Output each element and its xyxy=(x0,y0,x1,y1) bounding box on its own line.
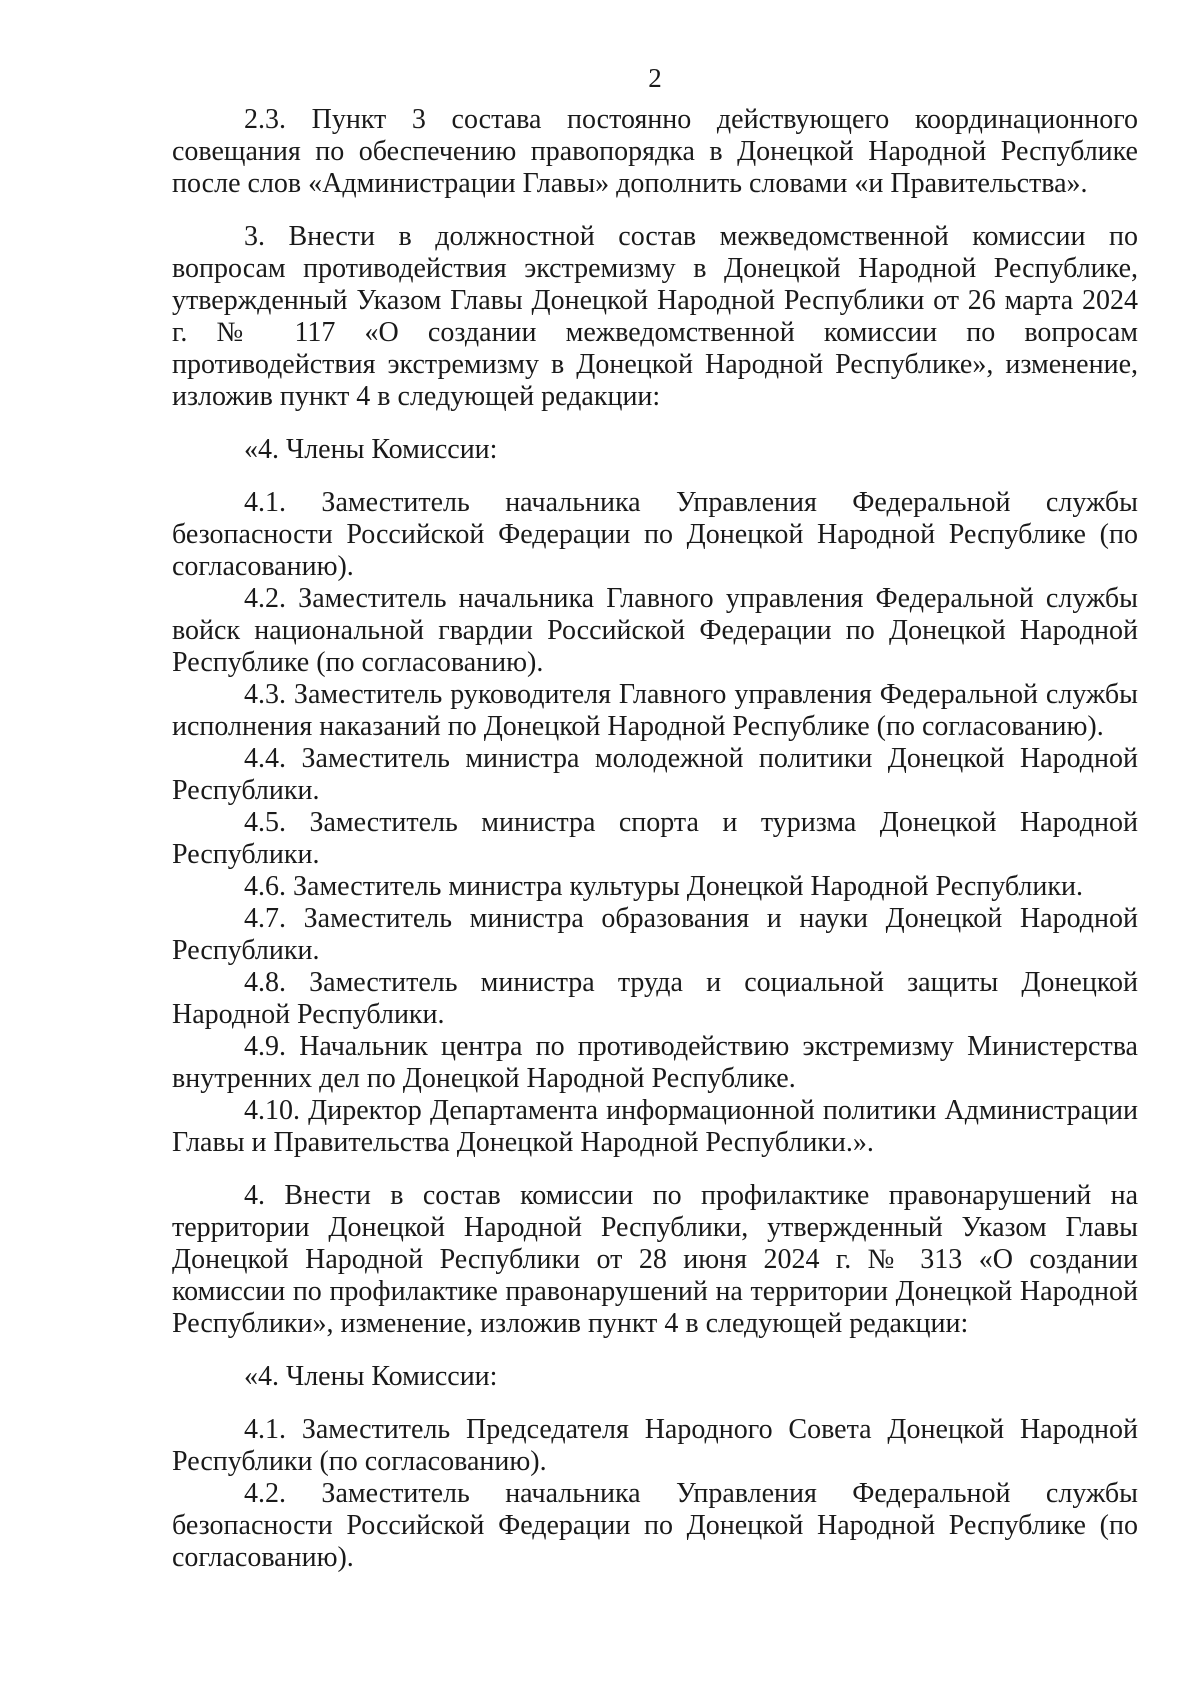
clause-2-3: 2.3. Пункт 3 состава постоянно действующего координационного совещания по обеспечению правопорядка в Донецкой Народной Республике после слов «Администрации Главы» дополнить словами «и Правительства». xyxy=(172,104,1138,199)
clause-3-member-4-1: 4.1. Заместитель начальника Управления Федеральной службы безопасности Российской Федерации по Донецкой Народной Республике (по согласованию). xyxy=(172,487,1138,582)
clause-3-member-4-2: 4.2. Заместитель начальника Главного управления Федеральной службы войск национальной гвардии Российской Федерации по Донецкой Народной Республике (по согласованию). xyxy=(172,583,1138,678)
clause-3-member-4-7: 4.7. Заместитель министра образования и науки Донецкой Народной Республики. xyxy=(172,903,1138,966)
page-number: 2 xyxy=(648,63,662,93)
clause-3: 3. Внести в должностной состав межведомственной комиссии по вопросам противодействия экстремизму в Донецкой Народной Республике, утвержденный Указом Главы Донецкой Народной Республики от 26 марта 2024 г. № 117 «О создании межведомственной комиссии по вопросам противодействия экстремизму в Донецкой Народной Республике», изменение, изложив пункт 4 в следующей редакции: xyxy=(172,221,1138,412)
clause-3-member-4-10: 4.10. Директор Департамента информационной политики Администрации Главы и Правительства Донецкой Народной Республики.». xyxy=(172,1095,1138,1158)
clause-3-member-4-3: 4.3. Заместитель руководителя Главного управления Федеральной службы исполнения наказаний по Донецкой Народной Республике (по согласованию). xyxy=(172,679,1138,742)
clause-3-member-4-6: 4.6. Заместитель министра культуры Донецкой Народной Республики. xyxy=(244,871,1083,902)
clause-4-member-4-2: 4.2. Заместитель начальника Управления Федеральной службы безопасности Российской Федерации по Донецкой Народной Республике (по согласованию). xyxy=(172,1478,1138,1573)
clause-3-member-4-5: 4.5. Заместитель министра спорта и туризма Донецкой Народной Республики. xyxy=(172,807,1138,870)
document-page xyxy=(172,62,1138,1574)
clause-4-members-heading: «4. Члены Комиссии: xyxy=(244,1361,498,1392)
clause-3-member-4-9: 4.9. Начальник центра по противодействию экстремизму Министерства внутренних дел по Донецкой Народной Республике. xyxy=(172,1031,1138,1094)
clause-3-member-4-8: 4.8. Заместитель министра труда и социальной защиты Донецкой Народной Республики. xyxy=(172,967,1138,1030)
clause-4-member-4-1: 4.1. Заместитель Председателя Народного Совета Донецкой Народной Республики (по согласованию). xyxy=(172,1414,1138,1477)
clause-4: 4. Внести в состав комиссии по профилактике правонарушений на территории Донецкой Народной Республики, утвержденный Указом Главы Донецкой Народной Республики от 28 июня 2024 г. № 313 «О создании комиссии по профилактике правонарушений на территории Донецкой Народной Республики», изменение, изложив пункт 4 в следующей редакции: xyxy=(172,1180,1138,1339)
clause-3-members-heading: «4. Члены Комиссии: xyxy=(244,434,498,465)
clause-3-member-4-4: 4.4. Заместитель министра молодежной политики Донецкой Народной Республики. xyxy=(172,743,1138,806)
